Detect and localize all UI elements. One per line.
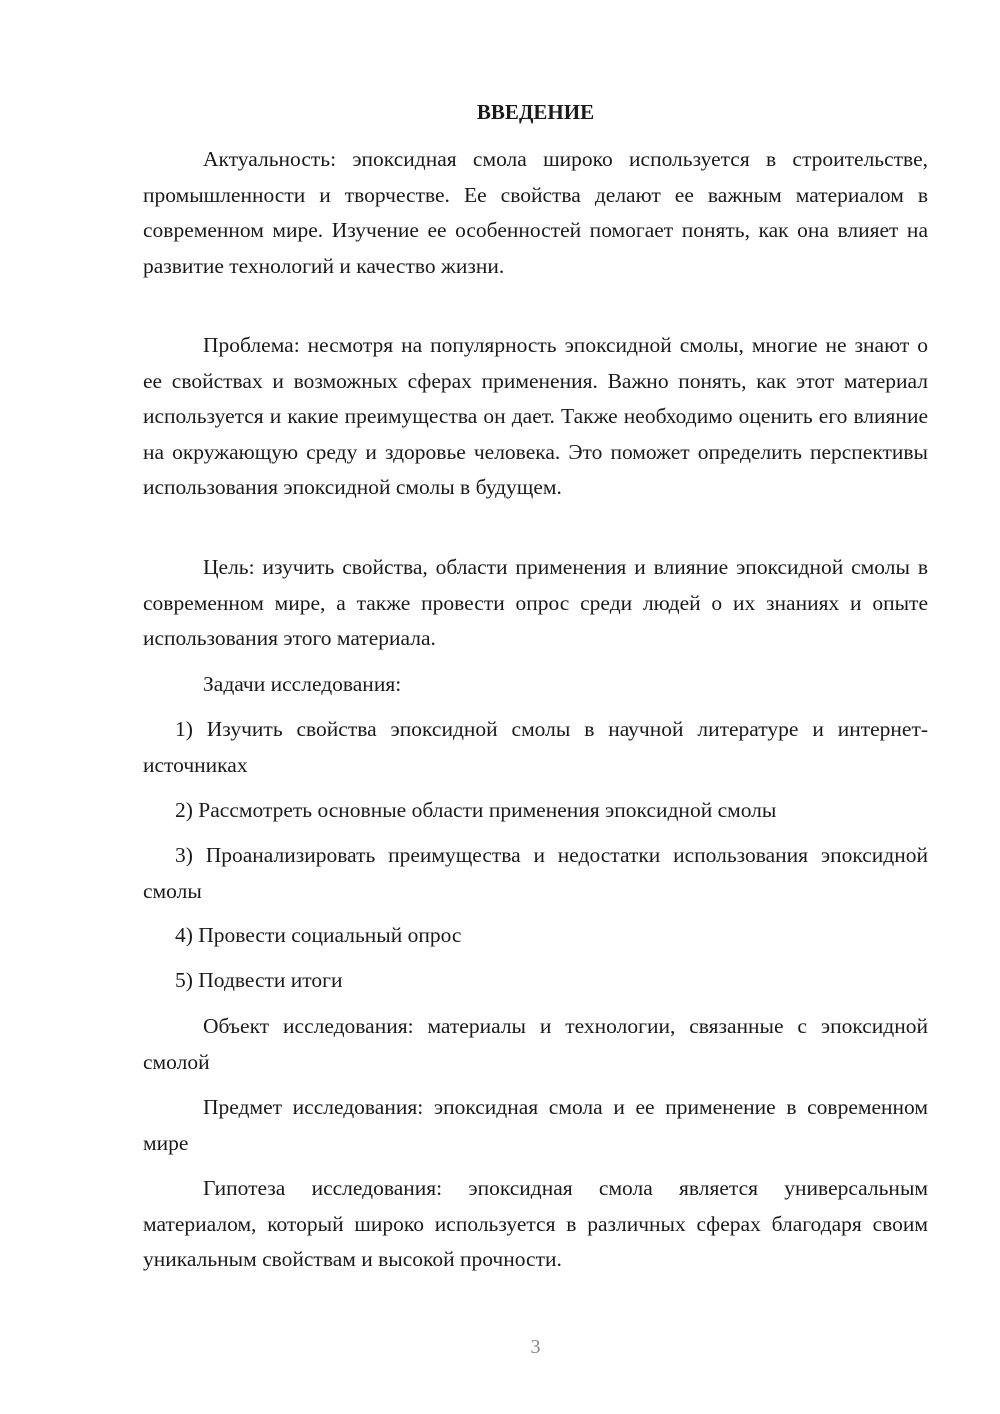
page-number: 3 (530, 1336, 541, 1358)
tasks-title: Задачи исследования: (203, 672, 402, 696)
page-heading: ВВЕДЕНИЕ (476, 100, 595, 124)
subject-paragraph: Предмет исследования: эпоксидная смола и ее применение в современном мире (143, 1095, 928, 1155)
relevance-paragraph: Актуальность: эпоксидная смола широко используется в строительстве, промышленности и творчестве. Ее свойства делают ее важным материалом в современном мире. Изучение ее особенностей помогает понять, как она влияет на развитие технологий и качество жизни. (143, 147, 928, 278)
goal-paragraph: Цель: изучить свойства, области применения и влияние эпоксидной смолы в современном мире, а также провести опрос среди людей о их знаниях и опыте использования этого материала. (143, 555, 928, 650)
task-item-2: 2) Рассмотреть основные области применения эпоксидной смолы (175, 798, 777, 822)
problem-paragraph: Проблема: несмотря на популярность эпоксидной смолы, многие не знают о ее свойствах и возможных сферах применения. Важно понять, как этот материал используется и какие преимущества он дает. Также необходимо оценить его влияние на окружающую среду и здоровье человека. Это поможет определить перспективы использования эпоксидной смолы в будущем. (143, 333, 928, 499)
task-item-5: 5) Подвести итоги (175, 968, 343, 992)
task-item-1: 1) Изучить свойства эпоксидной смолы в научной литературе и интернет-источниках (143, 717, 928, 777)
hypothesis-paragraph: Гипотеза исследования: эпоксидная смола является универсальным материалом, который широко используется в различных сферах благодаря своим уникальным свойствам и высокой прочности. (143, 1176, 928, 1271)
object-paragraph: Объект исследования: материалы и технологии, связанные с эпоксидной смолой (143, 1014, 928, 1074)
task-item-4: 4) Провести социальный опрос (175, 923, 462, 947)
task-item-3: 3) Проанализировать преимущества и недостатки использования эпоксидной смолы (143, 843, 928, 903)
document-page (143, 0, 928, 1414)
